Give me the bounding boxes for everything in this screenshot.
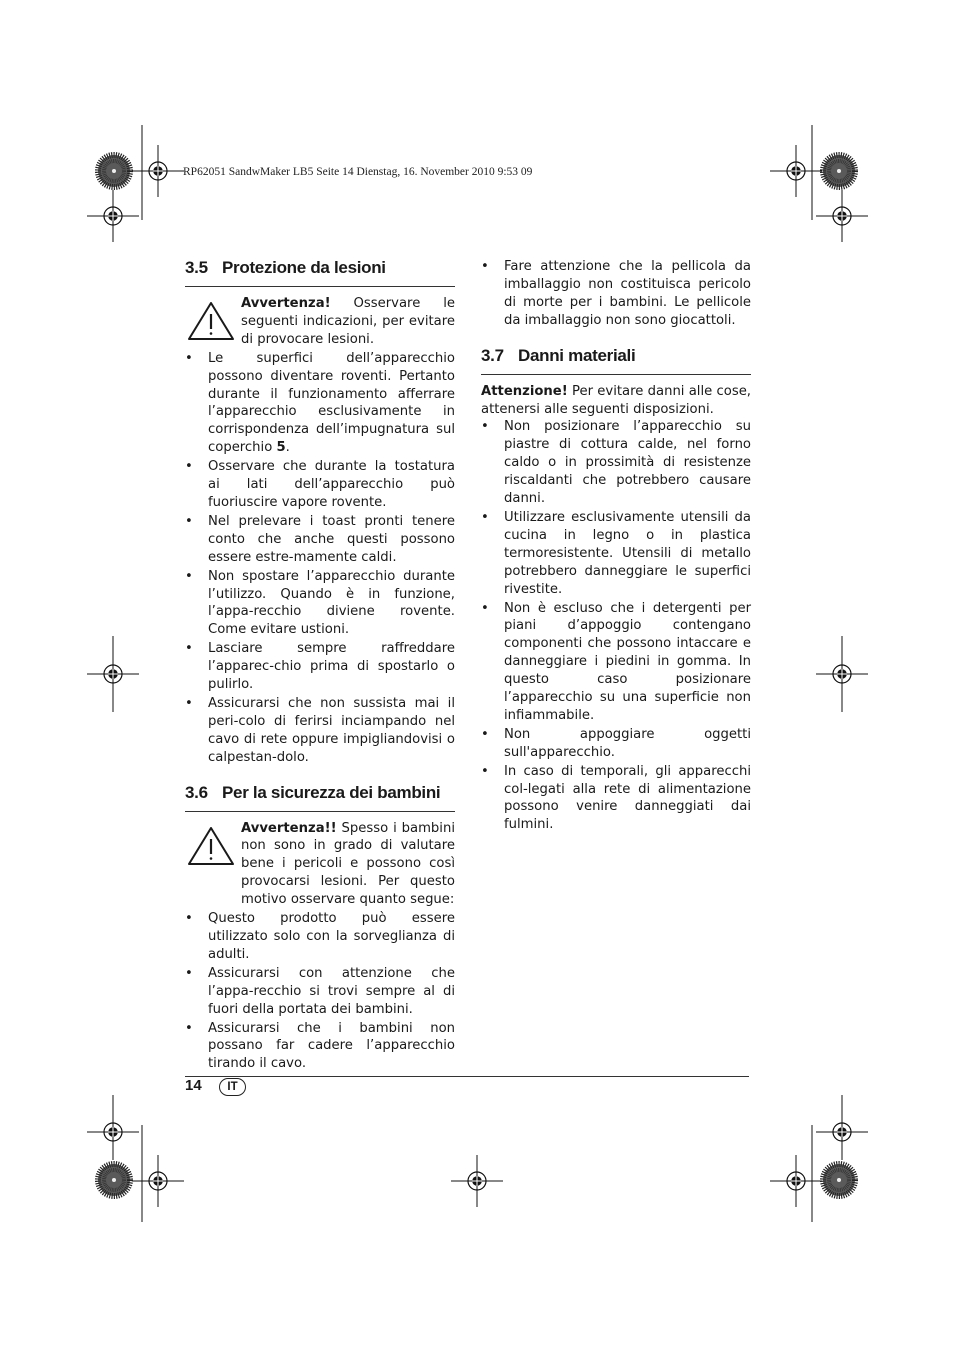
color-starburst-icon bbox=[823, 155, 855, 187]
list-item: • Questo prodotto può essere utilizzato solo con la sorveglianza di adulti. bbox=[185, 910, 455, 964]
section-3-6-heading: 3.6 Per la sicurezza dei bambini bbox=[185, 783, 455, 812]
section-3-5-heading: 3.5 Protezione da lesioni bbox=[185, 258, 455, 287]
registration-mark-icon bbox=[132, 1155, 184, 1207]
list-item: • In caso di temporali, gli apparecchi col-legati alla rete di alimentazione possono venire danneggiati dai fulmini. bbox=[481, 763, 751, 835]
warning-text: Avvertenza! Osservare le seguenti indicazioni, per evitare di provocare lesioni. bbox=[241, 296, 455, 347]
language-badge: IT bbox=[219, 1078, 246, 1096]
list-item: • Le superfici dell’apparecchio possono diventare roventi. Pertanto durante il funzionamento afferrare l’apparecchio esclusivamente in corrispondenza dell’impugnatura sul coperchio 5. bbox=[185, 350, 455, 457]
registration-mark-icon bbox=[770, 1155, 822, 1207]
list-item: • Osservare che durante la tostatura ai lati dell’apparecchio può fuoriuscire vapore rovente. bbox=[185, 458, 455, 512]
bullet-list bbox=[185, 910, 455, 1073]
registration-mark-icon bbox=[87, 648, 139, 700]
bullet-list bbox=[481, 258, 751, 330]
registration-mark-icon bbox=[770, 145, 822, 197]
list-item: • Non spostare l’apparecchio durante l’utilizzo. Quando è in funzione, l’appa-recchio diviene rovente. Come evitare ustioni. bbox=[185, 568, 455, 640]
bullet-list bbox=[481, 418, 751, 834]
color-starburst-icon bbox=[823, 1164, 855, 1196]
registration-mark-icon bbox=[87, 190, 139, 242]
warning-triangle-icon bbox=[187, 826, 235, 866]
registration-mark-icon bbox=[816, 648, 868, 700]
list-item: • Non appoggiare oggetti sull'apparecchio. bbox=[481, 726, 751, 762]
warning-triangle-icon bbox=[187, 301, 235, 341]
list-item: • Assicurarsi che non sussista mai il peri-colo di ferirsi inciampando nel cavo di rete oppure impigliandovisi o calpestan-dolo. bbox=[185, 695, 455, 767]
attention-text: Attenzione! Per evitare danni alle cose, attenersi alle seguenti disposizioni. bbox=[481, 383, 751, 417]
registration-mark-icon bbox=[816, 1106, 868, 1158]
color-starburst-icon bbox=[98, 155, 130, 187]
print-slug: RP62051 SandwMaker LB5 Seite 14 Dienstag, 16. November 2010 9:53 09 bbox=[183, 166, 533, 178]
registration-mark-icon bbox=[87, 1106, 139, 1158]
page-number: 14 bbox=[185, 1077, 202, 1094]
warning-block bbox=[185, 295, 455, 349]
bullet-list bbox=[185, 350, 455, 767]
registration-mark-icon bbox=[451, 1155, 503, 1207]
left-column bbox=[185, 258, 455, 1074]
list-item: • Non è escluso che i detergenti per piani d’appoggio contengano componenti che possono intaccare e danneggiare i piedini in gomma. In questo caso posizionare l’apparecchio su una superficie non infiammabile. bbox=[481, 600, 751, 725]
right-column bbox=[481, 258, 751, 835]
list-item: • Assicurarsi con attenzione che l’appa-recchio si trovi sempre al di fuori della portata dei bambini. bbox=[185, 965, 455, 1019]
registration-mark-icon bbox=[816, 190, 868, 242]
warning-block bbox=[185, 820, 455, 910]
color-starburst-icon bbox=[98, 1164, 130, 1196]
list-item: • Fare attenzione che la pellicola da imballaggio non costituisca pericolo di morte per i bambini. Le pellicole da imballaggio non sono giocattoli. bbox=[481, 258, 751, 330]
section-3-7-heading: 3.7 Danni materiali bbox=[481, 346, 751, 375]
list-item: • Assicurarsi che i bambini non possano far cadere l’apparecchio tirando il cavo. bbox=[185, 1020, 455, 1074]
warning-text: Avvertenza!! Spesso i bambini non sono in grado di valutare bene i pericoli e possono così provocarsi lesioni. Per questo motivo osservare quanto segue: bbox=[241, 820, 455, 908]
footer-rule bbox=[185, 1076, 749, 1077]
list-item: • Nel prelevare i toast pronti tenere conto che anche questi possono essere estre-mamente caldi. bbox=[185, 513, 455, 567]
list-item: • Utilizzare esclusivamente utensili da cucina in legno o in plastica termoresistente. Utensili di metallo potrebbero danneggiare le superfici rivestite. bbox=[481, 509, 751, 599]
list-item: • Lasciare sempre raffreddare l’apparec-chio prima di spostarlo o pulirlo. bbox=[185, 640, 455, 694]
registration-mark-icon bbox=[132, 145, 184, 197]
list-item: • Non posizionare l’apparecchio su piastre di cottura calde, nel forno caldo o in prossimità di resistenze riscaldanti che potrebbero causare danni. bbox=[481, 418, 751, 508]
